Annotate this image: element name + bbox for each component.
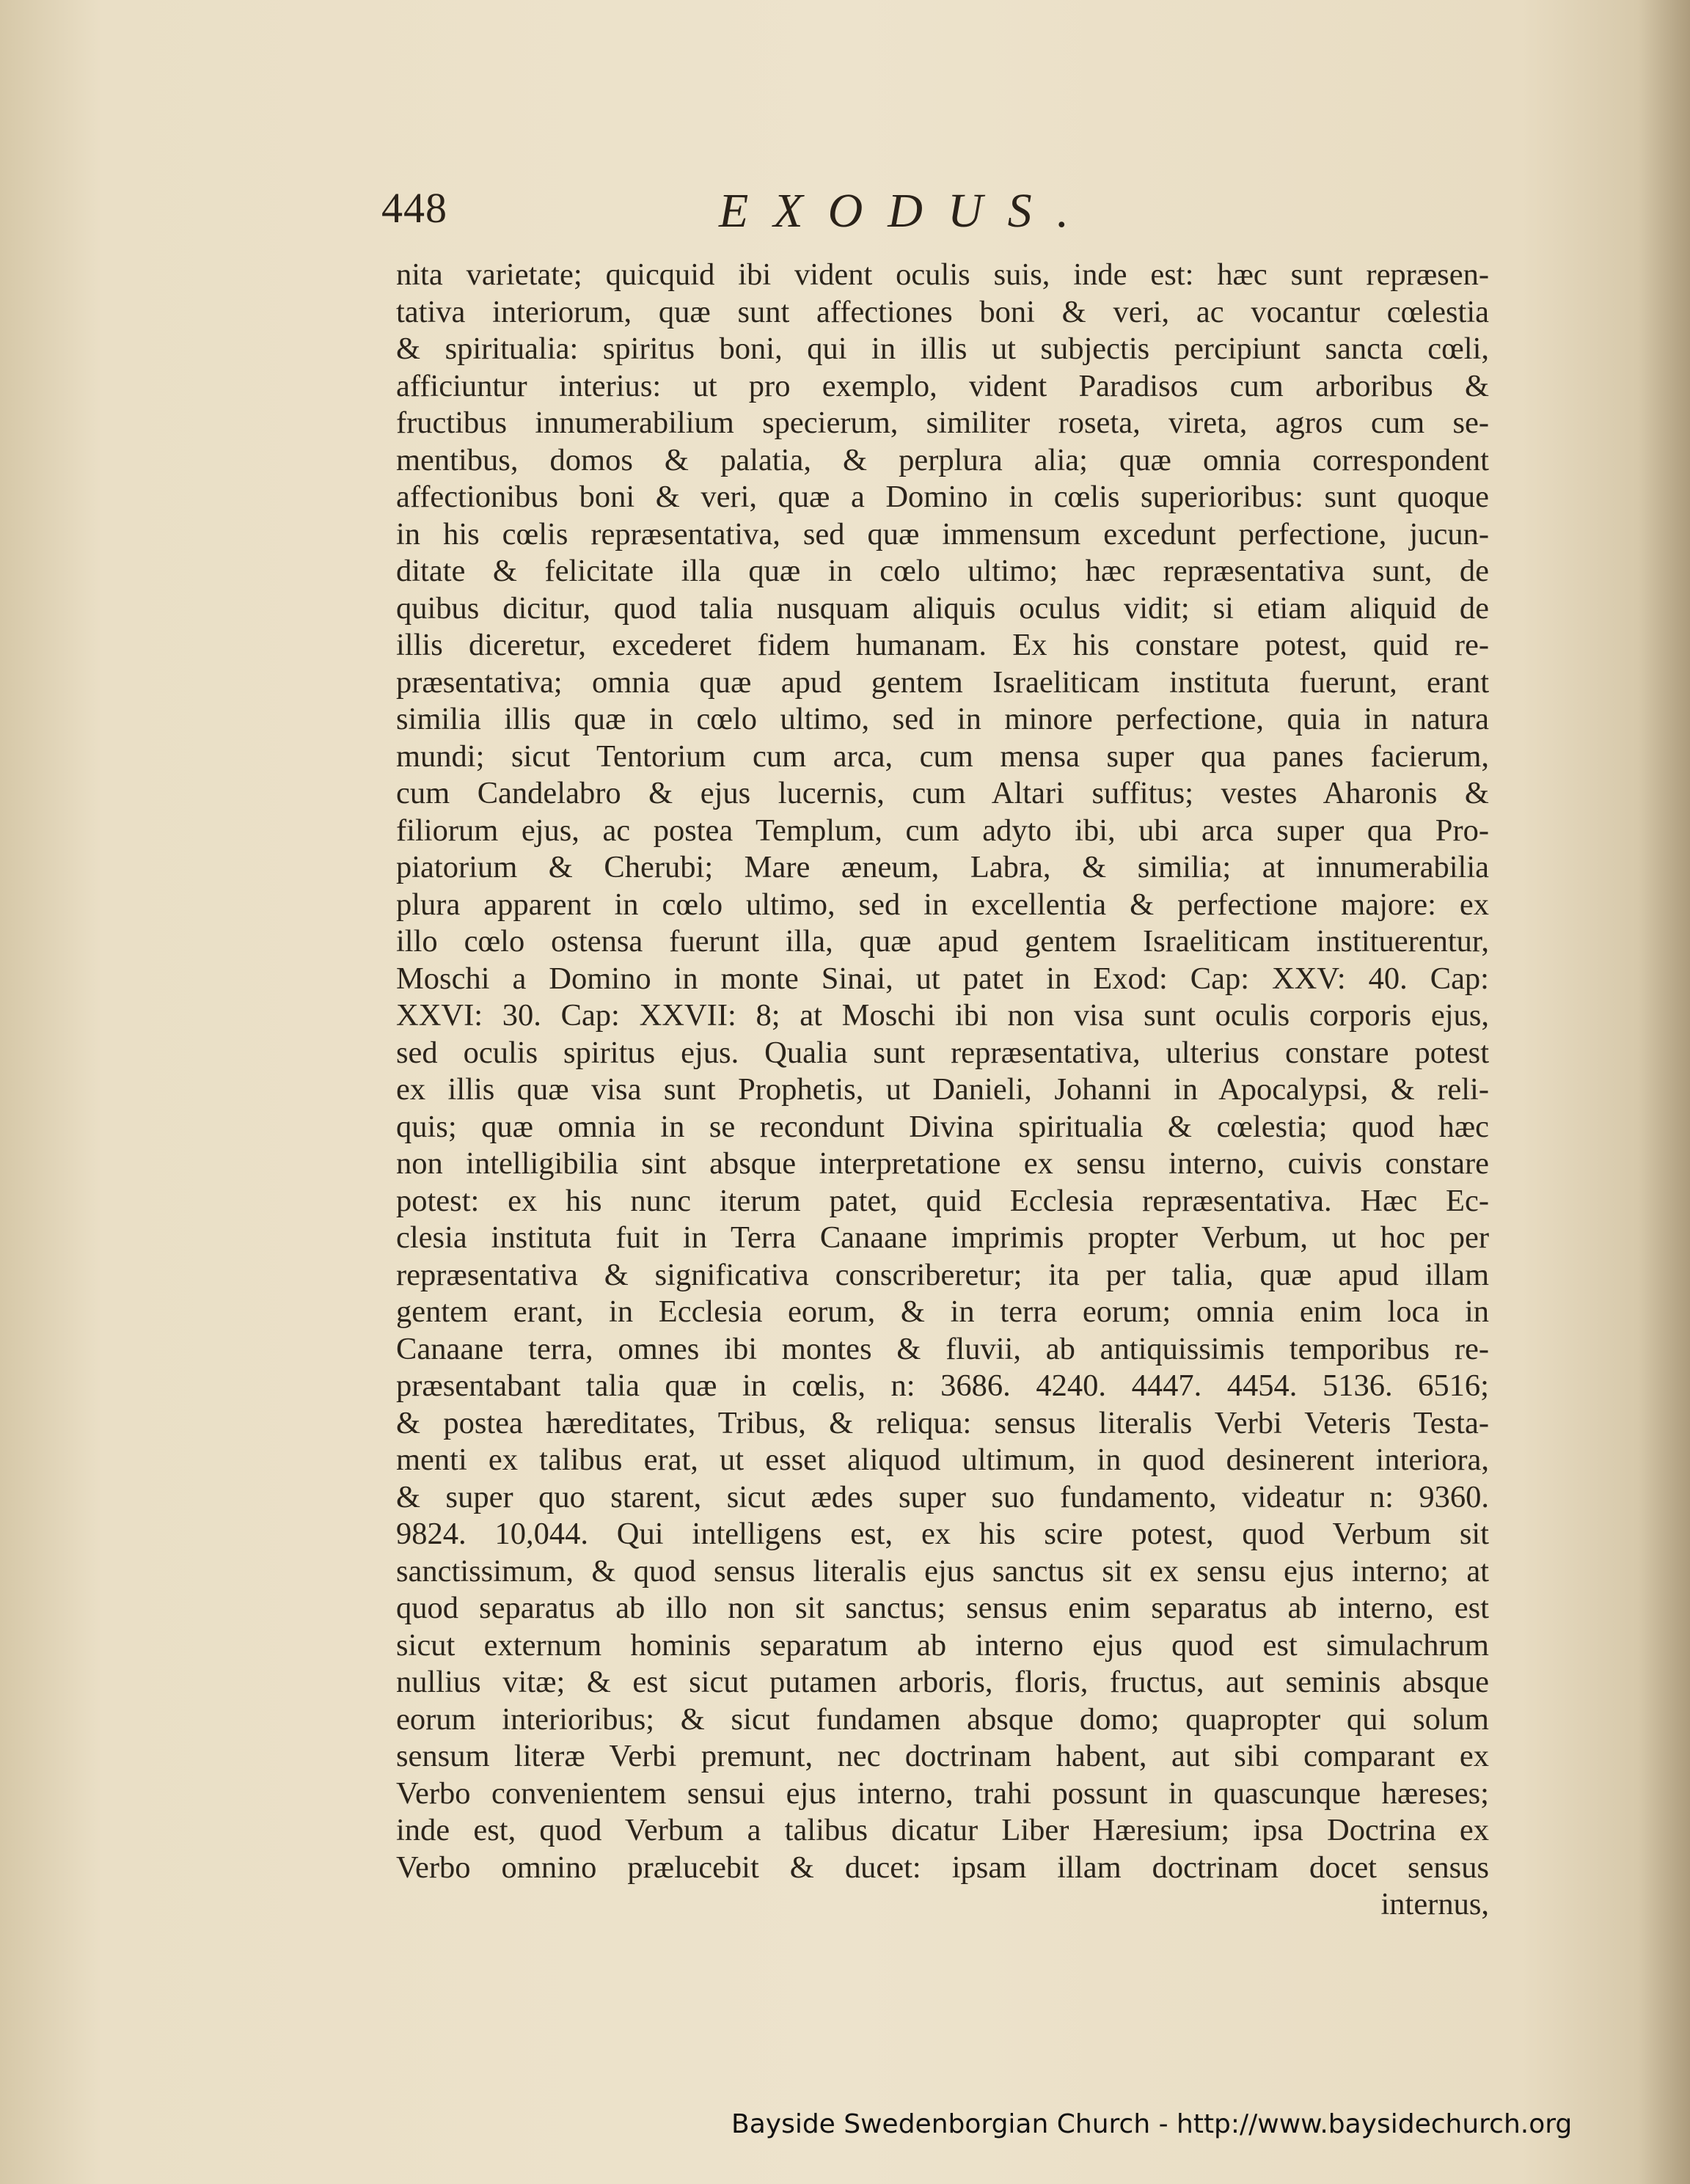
text-line: illis diceretur, excederet fidem humanam. Ex his constare potest, quid re- [396,628,1489,662]
text-line: sanctissimum, & quod sensus literalis ejus sanctus sit ex sensu ejus interno; at [396,1553,1489,1588]
text-line: quibus dicitur, quod talia nusquam aliquis oculus vidit; si etiam aliquid de [396,590,1489,626]
text-line: tativa interiorum, quæ sunt affectiones boni & veri, ac vocantur cœlestia [396,294,1489,329]
text-line: potest: ex his nunc iterum patet, quid Ecclesia repræsentativa. Hæc Ec- [396,1183,1489,1218]
text-line: mentibus, domos & palatia, & perplura alia; quæ omnia correspondent [396,442,1489,477]
page-header [381,183,1526,242]
body-text [396,257,1489,1924]
text-line: similia illis quæ in cœlo ultimo, sed in minore perfectione, quia in natura [396,702,1489,736]
text-line: præsentativa; omnia quæ apud gentem Israeliticam instituta fuerunt, erant [396,664,1489,700]
text-line: nita varietate; quicquid ibi vident oculis suis, inde est: hæc sunt repræsen- [396,257,1489,292]
text-line: nullius vitæ; & est sicut putamen arboris, floris, fructus, aut seminis absque [396,1665,1489,1699]
running-title: EXODUS. [719,184,1094,238]
text-line: internus, [1380,1887,1489,1921]
text-line: fructibus innumerabilium specierum, similiter roseta, vireta, agros cum se- [396,406,1489,440]
text-line: Canaane terra, omnes ibi montes & fluvii, ab antiquissimis temporibus re- [396,1331,1489,1366]
text-line: & spiritualia: spiritus boni, qui in illis ut subjectis percipiunt sancta cœli, [396,331,1489,366]
text-line: illo cœlo ostensa fuerunt illa, quæ apud gentem Israeliticam instituerentur, [396,924,1489,959]
text-line: ex illis quæ visa sunt Prophetis, ut Danieli, Johanni in Apocalypsi, & reli- [396,1072,1489,1107]
text-line: menti ex talibus erat, ut esset aliquod ultimum, in quod desinerent interiora, [396,1443,1489,1477]
text-line: XXVI: 30. Cap: XXVII: 8; at Moschi ibi non visa sunt oculis corporis ejus, [396,998,1489,1033]
text-line: Verbo convenientem sensui ejus interno, trahi possunt in quascunque hæreses; [396,1776,1489,1811]
text-line: præsentabant talia quæ in cœlis, n: 3686. 4240. 4447. 4454. 5136. 6516; [396,1368,1489,1403]
text-line: piatorium & Cherubi; Mare æneum, Labra, & similia; at innumerabilia [396,850,1489,884]
footer-credit: Bayside Swedenborgian Church - http://www.baysidechurch.org [731,2109,1573,2139]
text-line: quod separatus ab illo non sit sanctus; sensus enim separatus ab interno, est [396,1591,1489,1625]
text-line: Verbo omnino prælucebit & ducet: ipsam illam doctrinam docet sensus [396,1850,1489,1885]
text-line: 9824. 10,044. Qui intelligens est, ex his scire potest, quod Verbum sit [396,1517,1489,1551]
text-line: sed oculis spiritus ejus. Qualia sunt repræsentativa, ulterius constare potest [396,1035,1489,1070]
text-line: inde est, quod Verbum a talibus dicatur Liber Hæresium; ipsa Doctrina ex [396,1813,1489,1847]
text-line: afficiuntur interius: ut pro exemplo, vident Paradisos cum arboribus & [396,368,1489,403]
page-number: 448 [381,184,447,232]
text-line: & postea hæreditates, Tribus, & reliqua: sensus literalis Verbi Veteris Testa- [396,1405,1489,1440]
text-line: sensum literæ Verbi premunt, nec doctrinam habent, aut sibi comparant ex [396,1739,1489,1773]
text-line: cum Candelabro & ejus lucernis, cum Altari suffitus; vestes Aharonis & [396,776,1489,810]
text-line: sicut externum hominis separatum ab interno ejus quod est simulachrum [396,1627,1489,1663]
text-line: gentem erant, in Ecclesia eorum, & in terra eorum; omnia enim loca in [396,1294,1489,1329]
text-line: eorum interioribus; & sicut fundamen absque domo; quapropter qui solum [396,1701,1489,1737]
text-line: non intelligibilia sint absque interpretatione ex sensu interno, cuivis constare [396,1146,1489,1181]
text-line: filiorum ejus, ac postea Templum, cum adyto ibi, ubi arca super qua Pro- [396,813,1489,848]
text-line: plura apparent in cœlo ultimo, sed in excellentia & perfectione majore: ex [396,887,1489,922]
text-line: repræsentativa & significativa conscriberetur; ita per talia, quæ apud illam [396,1257,1489,1292]
text-line: Moschi a Domino in monte Sinai, ut patet in Exod: Cap: XXV: 40. Cap: [396,961,1489,996]
text-line: mundi; sicut Tentorium cum arca, cum mensa super qua panes facierum, [396,739,1489,774]
text-line: in his cœlis repræsentativa, sed quæ immensum excedunt perfectione, jucun- [396,516,1489,552]
text-line: affectionibus boni & veri, quæ a Domino in cœlis superioribus: sunt quoque [396,480,1489,514]
text-line: & super quo starent, sicut ædes super suo fundamento, videatur n: 9360. [396,1479,1489,1514]
page-gutter-shadow [1639,0,1690,2184]
text-line: clesia instituta fuit in Terra Canaane imprimis propter Verbum, ut hoc per [396,1220,1489,1255]
text-line: quis; quæ omnia in se recondunt Divina spiritualia & cœlestia; quod hæc [396,1109,1489,1144]
text-line: ditate & felicitate illa quæ in cœlo ultimo; hæc repræsentativa sunt, de [396,554,1489,588]
